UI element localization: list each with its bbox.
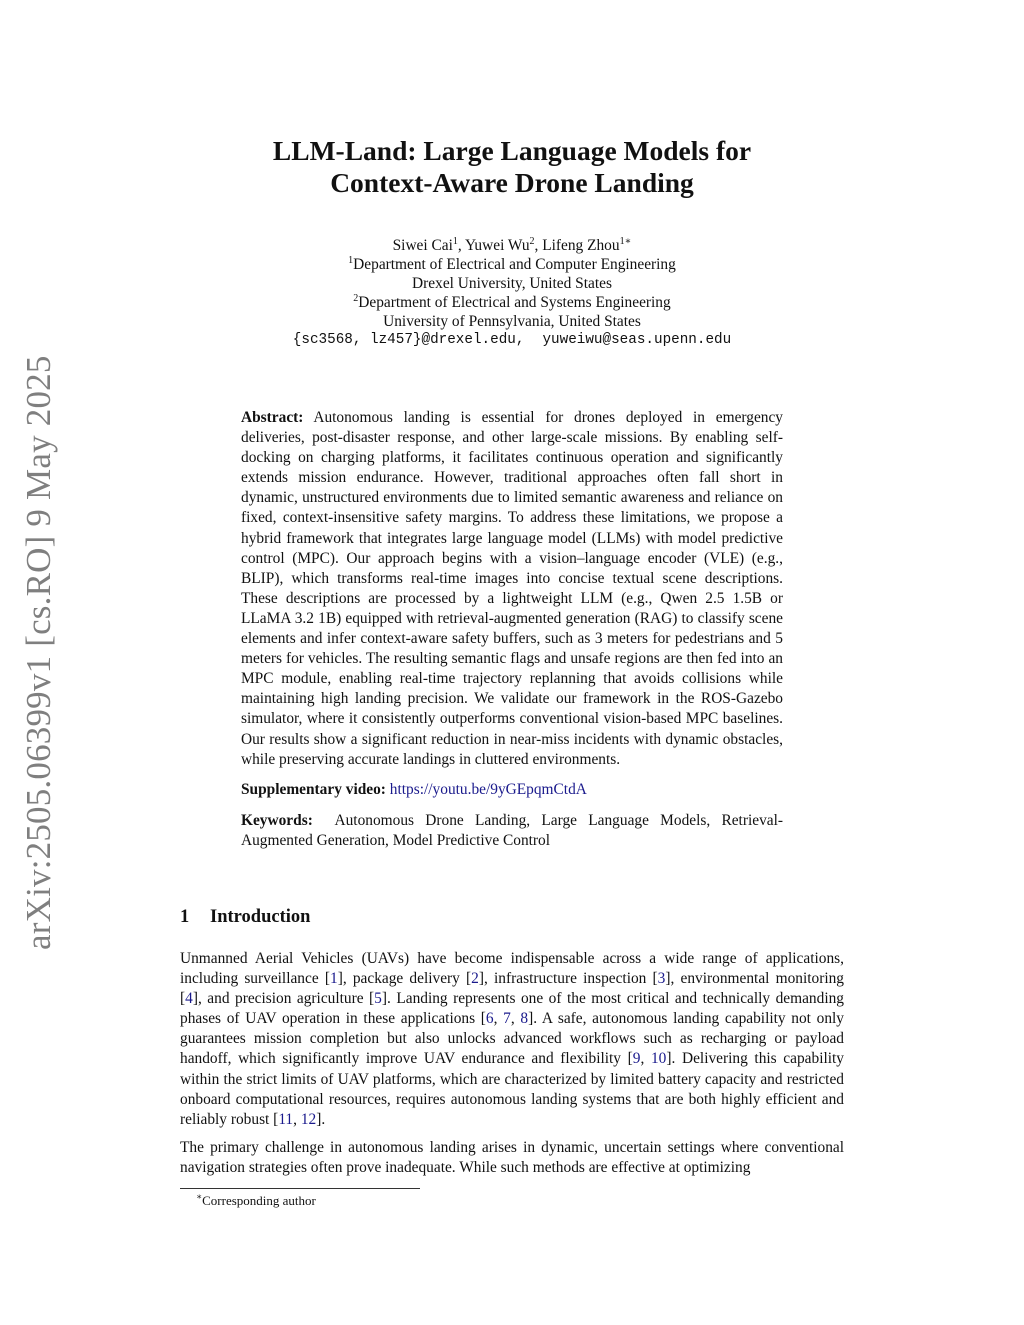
footnote-divider <box>180 1188 420 1189</box>
author-name: Lifeng Zhou <box>542 237 620 254</box>
citation-link[interactable]: 12 <box>300 1110 317 1128</box>
intro-text: ]. A safe, autonomous landing capability not only guarantees mission completion but also unlocks advanced workflows such as recharging or payload handoff, which significantly improve UAV endurance and flexibility [ <box>180 1010 844 1068</box>
affiliation-1-univ: Drexel University, United States <box>412 275 612 292</box>
citation-link[interactable]: 3 <box>657 970 666 988</box>
author-block <box>200 236 824 350</box>
intro-text: , <box>493 1010 504 1028</box>
affil-mark: 1 <box>348 254 354 266</box>
citation-link[interactable]: 4 <box>185 990 193 1008</box>
author-name: Siwei Cai <box>392 237 453 254</box>
author-affil-mark: 2 <box>529 235 535 247</box>
section-number: 1 <box>180 907 190 927</box>
intro-paragraph-2: The primary challenge in autonomous landing arises in dynamic, uncertain settings where conventional navigation strategies often prove inadequate. While such methods are effective at optimizing <box>180 1138 844 1176</box>
citation-link[interactable]: 2 <box>471 970 479 988</box>
title-line-1: LLM-Land: Large Language Models for <box>272 135 752 166</box>
intro-text: ], environmental monitoring [ <box>180 970 845 1008</box>
citation-link[interactable]: 8 <box>520 1010 529 1028</box>
supplementary-video <box>241 780 783 800</box>
footnote-text: Corresponding author <box>202 1193 316 1208</box>
abstract-label: Abstract: <box>241 409 304 426</box>
author-name: Yuwei Wu <box>465 237 530 254</box>
author-affil-mark: 1 <box>452 235 458 247</box>
citation-link[interactable]: 1 <box>329 970 338 988</box>
supplementary-video-link[interactable]: https://youtu.be/9yGEpqmCtdA <box>389 780 587 798</box>
affil-mark: 2 <box>353 292 359 304</box>
keywords-text: Autonomous Drone Landing, Large Language Models, Retrieval-Augmented Generation, Model Predictive Control <box>241 811 783 849</box>
abstract-paragraph <box>241 408 783 770</box>
affiliation-1-dept: $^1$Department of Electrical and Computer Engineering <box>348 254 676 273</box>
affiliation-2-univ: University of Pennsylvania, United States <box>383 313 641 330</box>
citation-link[interactable]: 10 <box>650 1050 667 1068</box>
citation-link[interactable]: 11 <box>278 1110 294 1128</box>
author-emails <box>200 331 824 350</box>
section-heading-introduction <box>180 905 310 929</box>
footnote-mark: ∗ <box>196 1191 203 1202</box>
intro-text: ]. Landing represents one of the most critical and technically demanding phases of UAV operation in these applications [ <box>180 990 844 1028</box>
introduction-body <box>180 949 844 1178</box>
intro-text: ]. <box>316 1110 326 1128</box>
intro-text: ]. Delivering this capability within the strict limits of UAV platforms, which are characterized by limited battery capacity and restricted onboard computational resources, requires autonomous landing systems that are both highly efficient and reliably robust [ <box>180 1050 844 1128</box>
supplementary-video-label: Supplementary video: <box>241 780 386 798</box>
keywords-label: Keywords: <box>241 811 313 829</box>
abstract-section <box>241 408 783 851</box>
email-drexel[interactable]: {sc3568, lz457}@drexel.edu, <box>292 332 525 348</box>
arxiv-identifier: arXiv:2505.06399v1 [cs.RO] 9 May 2025 <box>19 355 58 950</box>
footnote <box>196 1192 316 1209</box>
citation-link[interactable]: 6 <box>485 1010 494 1028</box>
citation-link[interactable]: 7 <box>503 1010 511 1028</box>
author-names: Siwei Cai$^1$, Yuwei Wu$^2$, Lifeng Zhou$^{1∗}$ <box>392 235 632 254</box>
author-affil-mark: 1∗ <box>619 235 632 247</box>
citation-link[interactable]: 9 <box>632 1050 641 1068</box>
intro-text: ], infrastructure inspection [ <box>478 970 658 988</box>
intro-paragraph-1 <box>180 949 844 1130</box>
keywords <box>241 811 783 851</box>
paper-title <box>160 135 864 199</box>
intro-text: , <box>293 1110 301 1128</box>
intro-text: Unmanned Aerial Vehicles (UAVs) have become indispensable across a wide range of applications, including surveillance [ <box>180 950 844 988</box>
abstract-text: Autonomous landing is essential for drones deployed in emergency deliveries, post-disaster response, and other large-scale missions. By enabling self-docking on charging platforms, it facilitates continuous operation and significantly extends mission endurance. However, traditional approaches often fall short in dynamic, unstructured environments due to limited semantic awareness and reliance on fixed, context-insensitive safety margins. To address these limitations, we propose a hybrid framework that integrates large language model (LLMs) with model predictive control (MPC). Our approach begins with a vision–language encoder (VLE) (e.g., BLIP), which transforms real-time images into concise textual scene descriptions. These descriptions are processed by a lightweight LLM (e.g., Qwen 2.5 1.5B or LLaMA 3.2 1B) equipped with retrieval-augmented generation (RAG) to classify scene elements and infer context-aware safety buffers, such as 3 meters for pedestrians and 5 meters for vehicles. The resulting semantic flags and unsafe regions are then fed into an MPC module, enabling real-time trajectory replanning that avoids collisions while maintaining high landing precision. We validate our framework in the ROS-Gazebo simulator, where it consistently outperforms conventional vision-based MPC baselines. Our results show a significant reduction in near-miss incidents with dynamic obstacles, while preserving accurate landings in cluttered environments. <box>241 409 783 768</box>
intro-text: , <box>510 1010 521 1028</box>
title-line-2: Context-Aware Drone Landing <box>330 167 694 198</box>
citation-link[interactable]: 5 <box>374 990 382 1008</box>
section-title: Introduction <box>210 907 311 927</box>
email-upenn[interactable]: yuweiwu@seas.upenn.edu <box>542 332 732 348</box>
intro-text: ], and precision agriculture [ <box>192 990 375 1008</box>
intro-text: ], package delivery [ <box>337 970 472 988</box>
affiliation-2-dept: $^2$Department of Electrical and Systems Engineering <box>353 292 671 311</box>
intro-text: , <box>640 1050 651 1068</box>
